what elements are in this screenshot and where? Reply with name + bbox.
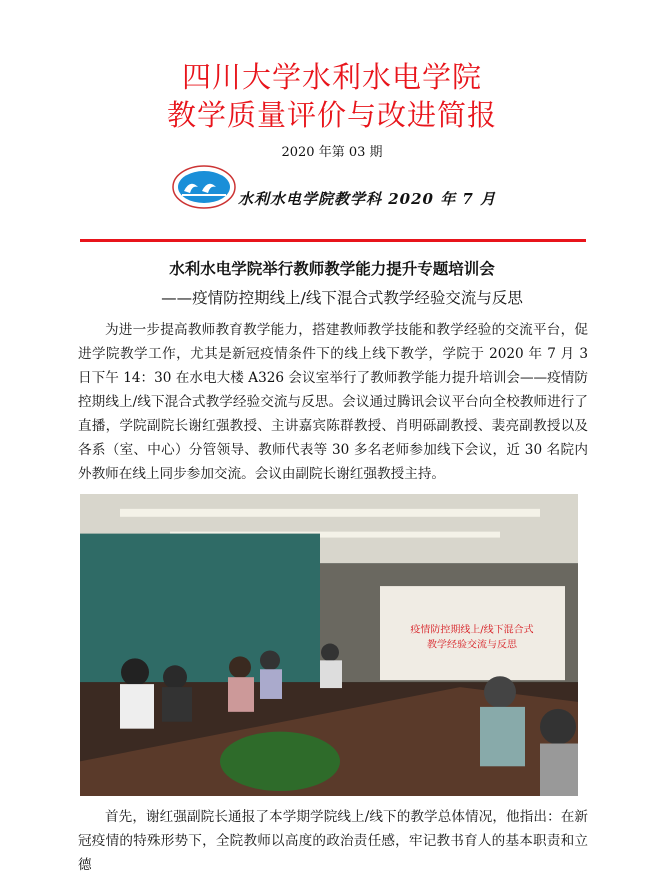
paragraph-intro: 为进一步提高教师教育教学能力，搭建教师教学技能和教学经验的交流平台，促进学院教学工作，尤其是新冠疫情条件下的线上线下教学，学院于 2020 年 7 月 3 日下午 14：30 在水电大楼 A326 会议室举行了教师教学能力提升培训会——疫情防控期线上/线下混合式教学经验交流与反思。会议通过腾讯会议平台向全校教师进行了直播，学院副院长谢红强教授、主讲嘉宾陈群教授、肖明砾副教授、裴亮副教授以及各系（室、中心）分管领导、教师代表等 30 多名老师参加线下会议，近 30 名院内外教师在线上同步参加交流。会议由副院长谢红强教授主持。 bbox=[78, 322, 588, 482]
paragraph-report: 首先，谢红强副院长通报了本学期学院线上/线下的教学总体情况，他指出：在新冠疫情的特殊形势下，全院教师以高度的政治责任感，牢记教书育人的基本职责和立德 bbox=[78, 809, 588, 873]
article-headline: 水利水电学院举行教师教学能力提升专题培训会 bbox=[169, 260, 495, 278]
title-line-2: 教学质量评价与改进简报 bbox=[166, 98, 497, 132]
red-divider bbox=[80, 239, 586, 242]
title-line-1: 四川大学水利水电学院 bbox=[181, 60, 482, 94]
issue-number: 2020 年第 03 期 bbox=[281, 145, 383, 160]
department-and-date: 水利水电学院教学科 2020 年 7 月 bbox=[238, 190, 497, 208]
slide-text-2: 教学经验交流与反思 bbox=[427, 639, 517, 651]
article-subheadline: ——疫情防控期线上/线下混合式教学经验交流与反思 bbox=[161, 289, 523, 307]
meeting-photo bbox=[80, 494, 578, 796]
college-emblem-logo bbox=[172, 165, 236, 209]
slide-text-1: 疫情防控期线上/线下混合式 bbox=[410, 624, 534, 636]
